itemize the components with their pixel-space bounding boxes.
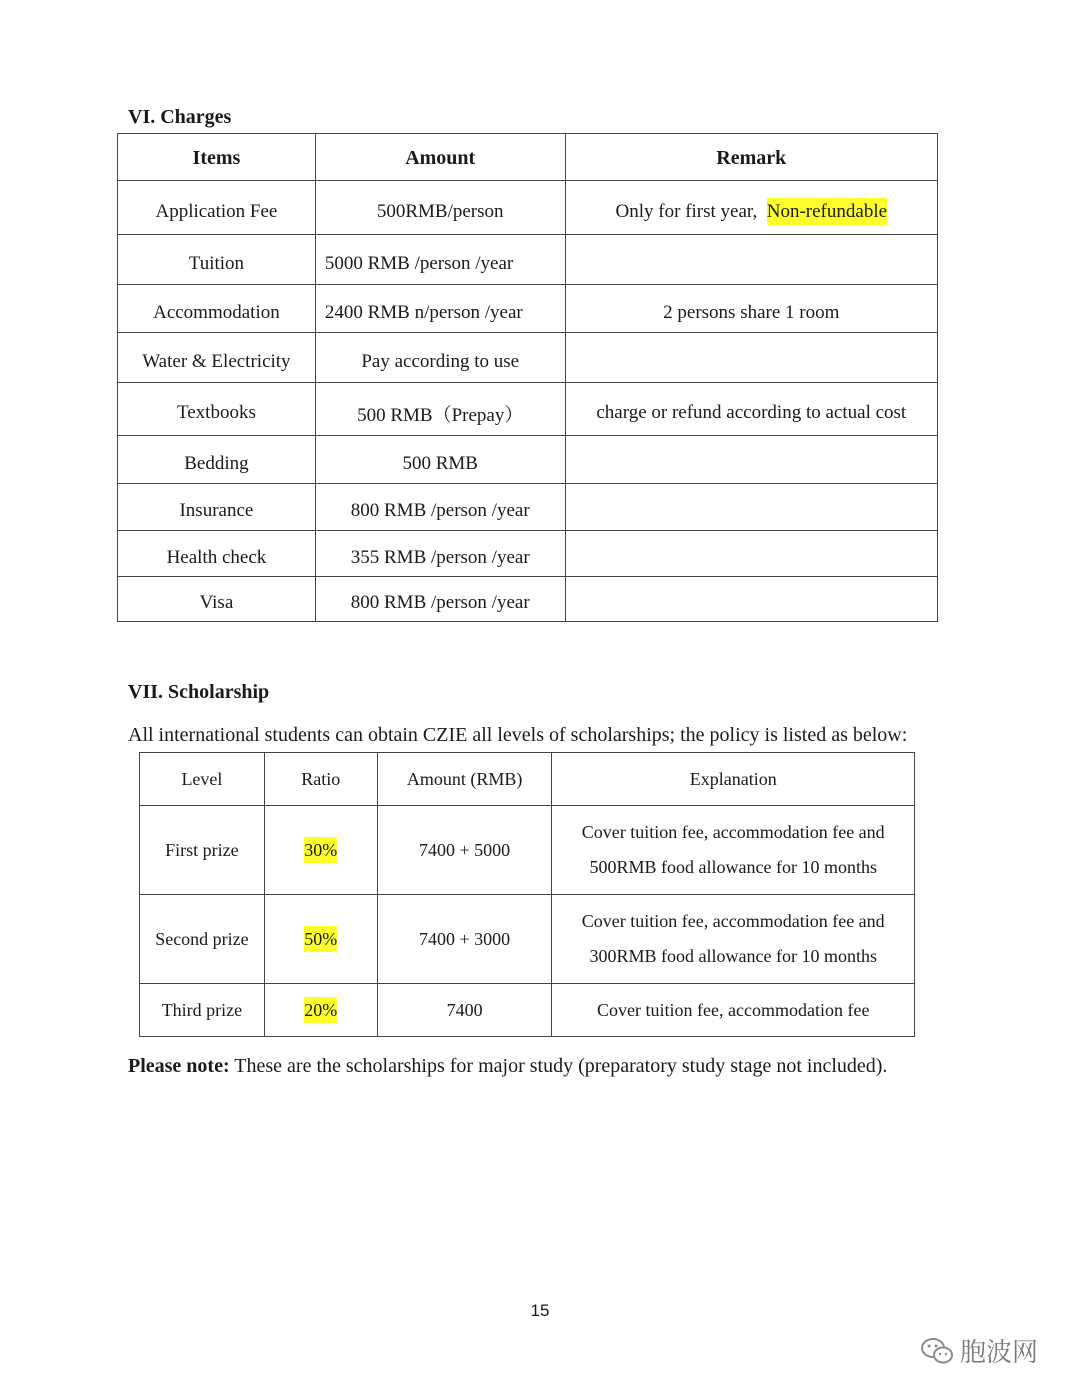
amount-cell: 7400 [377,984,552,1037]
item-cell: Application Fee [118,181,316,235]
column-header-amount: Amount (RMB) [377,753,552,806]
item-cell: Water & Electricity [118,333,316,383]
remark-cell [565,531,937,577]
amount-cell: 800 RMB /person /year [315,577,565,622]
column-header-ratio: Ratio [264,753,377,806]
column-header-amount: Amount [315,134,565,181]
amount-cell: 5000 RMB /person /year [315,235,565,285]
item-cell: Textbooks [118,383,316,436]
section-heading-scholarship: VII. Scholarship [128,681,270,703]
table-header-row [140,753,915,806]
explanation-line: Cover tuition fee, accommodation fee and [581,822,885,842]
item-cell: Visa [118,577,316,622]
highlighted-ratio: 30% [304,837,337,863]
table-row [140,895,915,984]
remark-cell [565,436,937,484]
column-header-items: Items [118,134,316,181]
highlighted-ratio: 50% [304,926,337,952]
table-row [118,577,938,622]
item-cell: Health check [118,531,316,577]
amount-cell: 7400 + 3000 [377,895,552,984]
remark-cell [565,235,937,285]
section-heading-charges: VI. Charges [128,106,232,128]
table-row [118,285,938,333]
item-cell: Tuition [118,235,316,285]
table-row [118,333,938,383]
explanation-cell [552,806,915,895]
remark-cell: charge or refund according to actual cost [565,383,937,436]
explanation-line: Cover tuition fee, accommodation fee and [581,911,885,931]
explanation-line: 300RMB food allowance for 10 months [589,946,877,966]
table-row [118,181,938,235]
scholarship-intro: All international students can obtain CZIE all levels of scholarships; the policy is listed as below: [128,724,908,746]
table-row [118,436,938,484]
charges-table [117,133,938,622]
ratio-cell [264,984,377,1037]
table-row [118,484,938,531]
remark-cell [565,577,937,622]
item-cell: Insurance [118,484,316,531]
level-cell: Third prize [140,984,265,1037]
table-row [118,383,938,436]
watermark [920,1332,1038,1369]
highlighted-ratio: 20% [304,997,337,1023]
table-row [118,235,938,285]
remark-text: Only for first year, [615,200,758,222]
note-label: Please note: [128,1055,230,1077]
table-header-row [118,134,938,181]
column-header-level: Level [140,753,265,806]
amount-cell: 500 RMB（Prepay） [315,383,565,436]
remark-cell: 2 persons share 1 room [565,285,937,333]
highlighted-remark: Non-refundable [767,198,887,225]
amount-cell: Pay according to use [315,333,565,383]
wechat-icon [920,1336,954,1366]
note-text: These are the scholarships for major study (preparatory study stage not included). [229,1055,888,1077]
amount-cell: 800 RMB /person /year [315,484,565,531]
explanation-cell: Cover tuition fee, accommodation fee [552,984,915,1037]
level-cell: First prize [140,806,265,895]
amount-cell: 2400 RMB n/person /year [315,285,565,333]
column-header-explanation: Explanation [552,753,915,806]
scholarship-table [139,752,915,1037]
amount-cell: 7400 + 5000 [377,806,552,895]
column-header-remark: Remark [565,134,937,181]
explanation-cell [552,895,915,984]
ratio-cell [264,895,377,984]
remark-cell [565,333,937,383]
table-row [140,984,915,1037]
table-row [140,806,915,895]
amount-cell: 500 RMB [315,436,565,484]
remark-cell [565,484,937,531]
level-cell: Second prize [140,895,265,984]
amount-cell: 355 RMB /person /year [315,531,565,577]
scholarship-note [128,1055,887,1078]
table-row [118,531,938,577]
ratio-cell [264,806,377,895]
explanation-line: 500RMB food allowance for 10 months [589,857,877,877]
watermark-text: 胞波网 [960,1338,1039,1368]
page-number: 15 [530,1301,550,1320]
item-cell: Bedding [118,436,316,484]
amount-cell: 500RMB/person [315,181,565,235]
remark-cell [565,181,937,235]
item-cell: Accommodation [118,285,316,333]
